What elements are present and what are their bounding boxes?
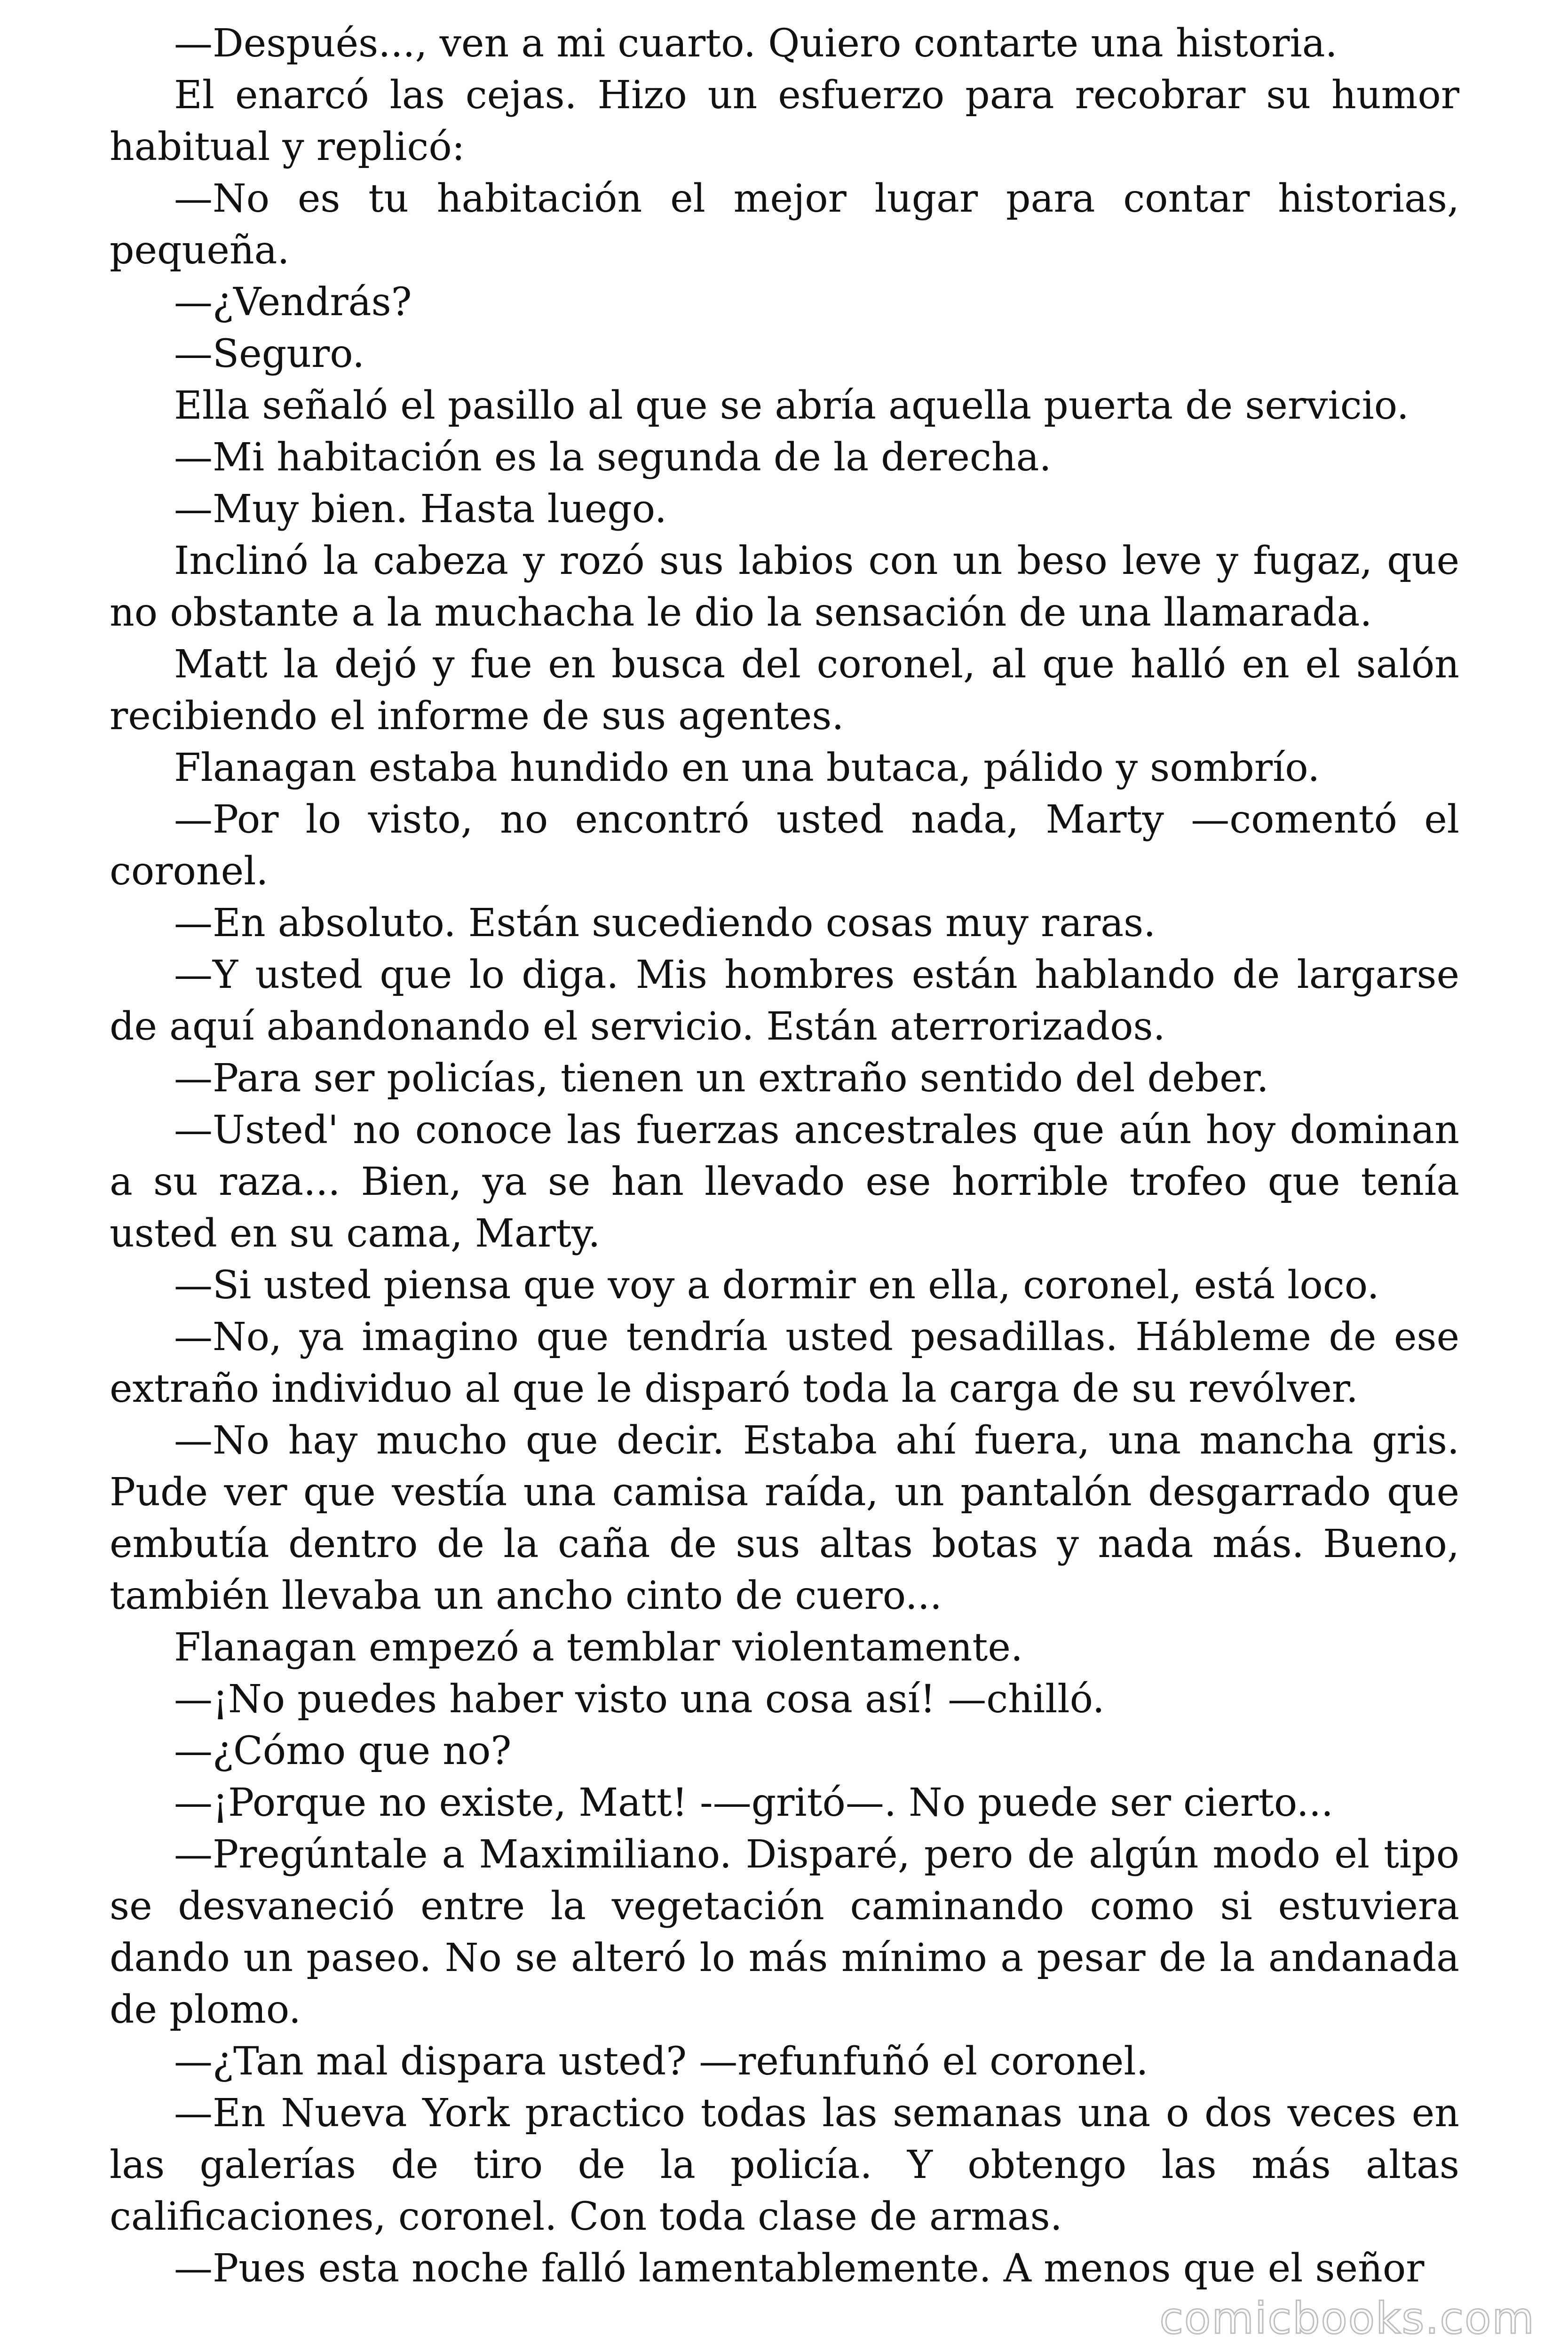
- paragraph: —¿Cómo que no?: [174, 1729, 512, 1773]
- paragraph: —Pues esta noche falló lamentablemente. A menos que el señor: [174, 2246, 1425, 2291]
- paragraph: —Muy bien. Hasta luego.: [174, 487, 667, 532]
- paragraph: Inclinó la cabeza y rozó sus labios con un beso leve y fugaz, que no obstante a la muchacha le dio la sensación de una llamarada.: [110, 539, 1459, 635]
- paragraph: —¡No puedes haber visto una cosa así! —chilló.: [174, 1677, 1105, 1722]
- paragraph: Flanagan estaba hundido en una butaca, pálido y sombrío.: [174, 746, 1320, 790]
- paragraph: —Por lo visto, no encontró usted nada, Marty —comentó el coronel.: [110, 797, 1459, 894]
- paragraph: —¡Porque no existe, Matt! -—gritó—. No puede ser cierto...: [174, 1780, 1333, 1825]
- watermark: comicbooks.com: [1159, 2293, 1535, 2344]
- paragraph: —No es tu habitación el mejor lugar para contar historias, pequeña.: [110, 176, 1459, 273]
- paragraph: —Mi habitación es la segunda de la derecha.: [174, 435, 1052, 480]
- paragraph: —En absoluto. Están sucediendo cosas muy raras.: [174, 901, 1156, 946]
- paragraph: Ella señaló el pasillo al que se abría aquella puerta de servicio.: [174, 383, 1409, 428]
- paragraph: —¿Tan mal dispara usted? —refunfuñó el coronel.: [174, 2039, 1148, 2084]
- paragraph: —No, ya imagino que tendría usted pesadillas. Hábleme de ese extraño individuo al que le disparó toda la carga de su revólver.: [110, 1315, 1459, 1411]
- paragraph: —¿Vendrás?: [174, 280, 412, 325]
- paragraph: —Pregúntale a Maximiliano. Disparé, pero de algún modo el tipo se desvaneció entre la vegetación caminando como si estuviera dando un paseo. No se alteró lo más mínimo a pesar de la andanada de plomo.: [110, 1832, 1459, 2032]
- page-body: [110, 18, 1459, 2295]
- paragraph: —No hay mucho que decir. Estaba ahí fuera, una mancha gris. Pude ver que vestía una camisa raída, un pantalón desgarrado que embutía dentro de la caña de sus altas botas y nada más. Bueno, también llevaba un ancho cinto de cuero...: [110, 1418, 1459, 1618]
- paragraph: —Usted' no conoce las fuerzas ancestrales que aún hoy dominan a su raza... Bien, ya se han llevado ese horrible trofeo que tenía usted en su cama, Marty.: [110, 1108, 1459, 1256]
- paragraph: —Y usted que lo diga. Mis hombres están hablando de largarse de aquí abandonando el servicio. Están aterrorizados.: [110, 953, 1459, 1049]
- paragraph: Matt la dejó y fue en busca del coronel, al que halló en el salón recibiendo el informe de sus agentes.: [110, 642, 1459, 739]
- paragraph: —Después..., ven a mi cuarto. Quiero contarte una historia.: [174, 21, 1338, 66]
- paragraph: El enarcó las cejas. Hizo un esfuerzo para recobrar su humor habitual y replicó:: [110, 73, 1459, 169]
- paragraph: —Seguro.: [174, 332, 365, 376]
- paragraph: Flanagan empezó a temblar violentamente.: [174, 1625, 1023, 1670]
- paragraph: —En Nueva York practico todas las semanas una o dos veces en las galerías de tiro de la policía. Y obtengo las más altas calificaciones, coronel. Con toda clase de armas.: [110, 2091, 1459, 2239]
- paragraph: —Si usted piensa que voy a dormir en ella, coronel, está loco.: [174, 1263, 1379, 1308]
- paragraph: —Para ser policías, tienen un extraño sentido del deber.: [174, 1056, 1269, 1101]
